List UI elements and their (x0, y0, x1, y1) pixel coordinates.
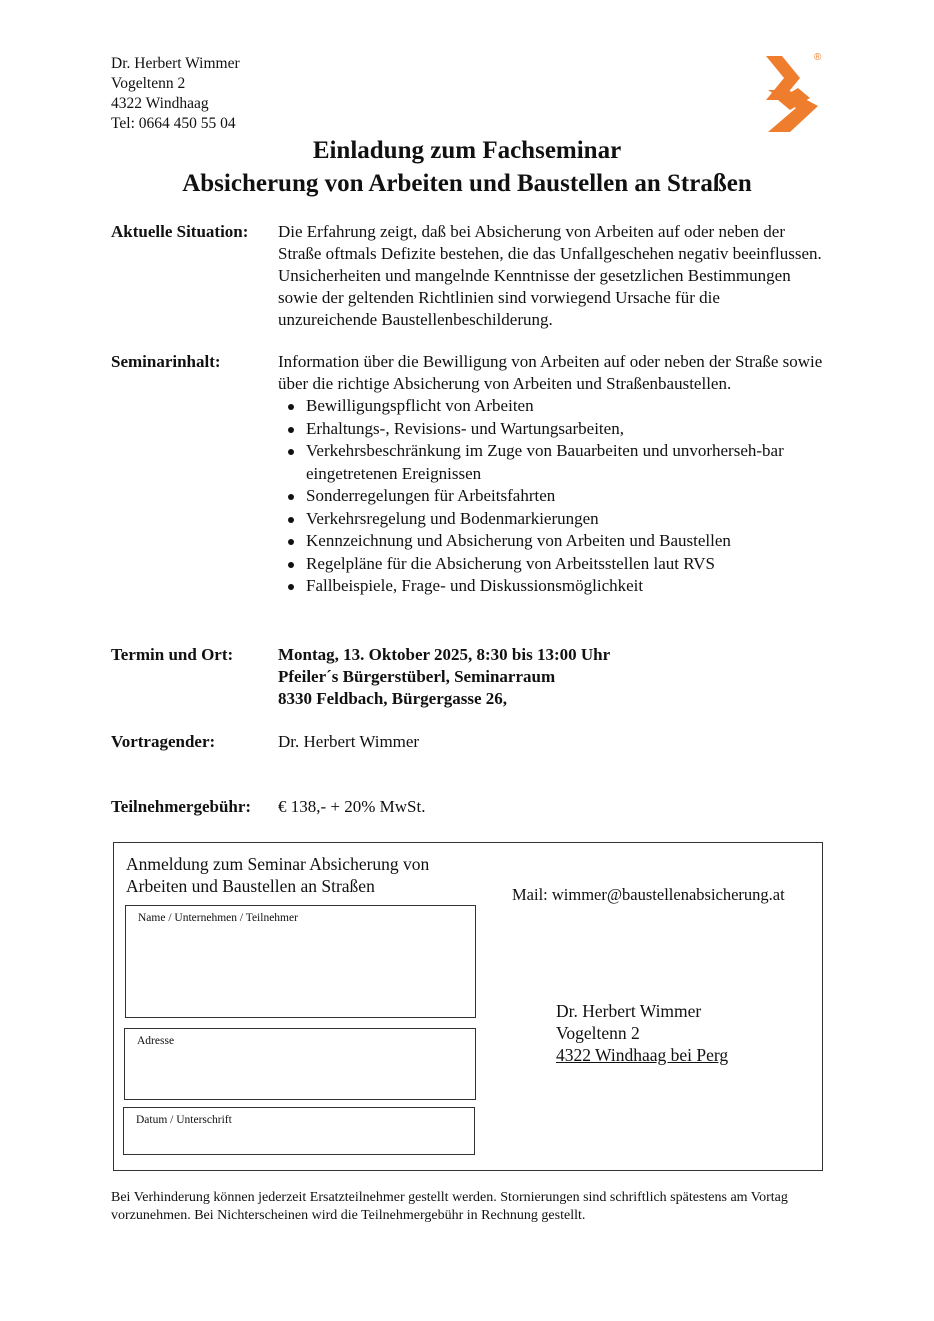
address-field-label: Adresse (137, 1035, 175, 1047)
name-field-label: Name / Unternehmen / Teilnehmer (138, 912, 298, 924)
fee-value: € 138,- + 20% MwSt. (278, 797, 426, 816)
list-item: Fallbeispiele, Frage- und Diskussionsmöglichkeit (278, 575, 823, 598)
content-intro: Information über die Bewilligung von Arbeiten auf oder neben der Straße sowie über die richtige Absicherung von Arbeiten und Straßenbaustellen. (278, 352, 823, 393)
sender-address (111, 54, 240, 134)
situation-text: Die Erfahrung zeigt, daß bei Absicherung von Arbeiten auf oder neben der Straße oftmals Defizite bestehen, die das Unfallgeschehen negativ beeinflussen. Unsicherheiten und mangelnde Kenntnisse der gesetzlichen Bestimmungen sowie der geltenden Richtlinien sind vorwiegend Ursache für die unzureichende Baustellenbeschilderung. (278, 222, 822, 329)
page-subtitle: Absicherung von Arbeiten und Baustellen an Straßen (182, 170, 752, 197)
sender-street: Vogeltenn 2 (111, 75, 186, 92)
schedule-date: Montag, 13. Oktober 2025, 8:30 bis 13:00 Uhr (278, 645, 611, 664)
schedule-details (278, 644, 823, 710)
sender-phone: Tel: 0664 450 55 04 (111, 115, 236, 132)
address-field[interactable] (124, 1028, 476, 1100)
signature-field[interactable] (123, 1107, 475, 1155)
list-item: Bewilligungspflicht von Arbeiten (278, 395, 823, 418)
schedule-venue: Pfeiler´s Bürgerstüberl, Seminarraum (278, 667, 556, 686)
situation-label: Aktuelle Situation: (111, 222, 249, 241)
sender-city: 4322 Windhaag (111, 95, 209, 112)
speaker-label: Vortragender: (111, 732, 216, 751)
recipient-street: Vogeltenn 2 (556, 1023, 640, 1043)
recipient-name: Dr. Herbert Wimmer (556, 1001, 702, 1021)
content-list (278, 395, 823, 598)
company-logo (760, 50, 826, 136)
name-field[interactable] (125, 905, 476, 1018)
speaker-name: Dr. Herbert Wimmer (278, 732, 420, 751)
list-item: Kennzeichnung und Absicherung von Arbeiten und Baustellen (278, 530, 823, 553)
sender-name: Dr. Herbert Wimmer (111, 55, 240, 72)
schedule-address: 8330 Feldbach, Bürgergasse 26, (278, 689, 508, 708)
recipient-address (556, 1000, 728, 1066)
registration-title-line2: Arbeiten und Baustellen an Straßen (126, 876, 375, 896)
list-item: Verkehrsregelung und Bodenmarkierungen (278, 508, 823, 531)
schedule-label: Termin und Ort: (111, 645, 234, 664)
registration-mail: Mail: wimmer@baustellenabsicherung.at (512, 885, 785, 904)
footer-note: Bei Verhinderung können jederzeit Ersatzteilnehmer gestellt werden. Stornierungen sind schriftlich spätestens am Vortag vorzunehmen. Bei Nichterscheinen wird die Teilnehmergebühr in Rechnung gestellt. (111, 1190, 788, 1223)
content-label: Seminarinhalt: (111, 352, 221, 371)
list-item: Erhaltungs-, Revisions- und Wartungsarbeiten, (278, 418, 823, 441)
recipient-city: 4322 Windhaag bei Perg (556, 1045, 729, 1065)
list-item: Sonderregelungen für Arbeitsfahrten (278, 485, 823, 508)
list-item: Regelpläne für die Absicherung von Arbeitsstellen laut RVS (278, 553, 823, 576)
fee-label: Teilnehmergebühr: (111, 797, 252, 816)
registered-mark: ® (814, 52, 822, 63)
registration-title-line1: Anmeldung zum Seminar Absicherung von (126, 854, 430, 874)
list-item: Verkehrsbeschränkung im Zuge von Bauarbeiten und unvorherseh-bar eingetretenen Ereignissen (278, 440, 823, 485)
signature-field-label: Datum / Unterschrift (136, 1114, 232, 1126)
page-title: Einladung zum Fachseminar (312, 137, 622, 164)
content-section (278, 351, 823, 598)
registration-title (126, 853, 486, 897)
